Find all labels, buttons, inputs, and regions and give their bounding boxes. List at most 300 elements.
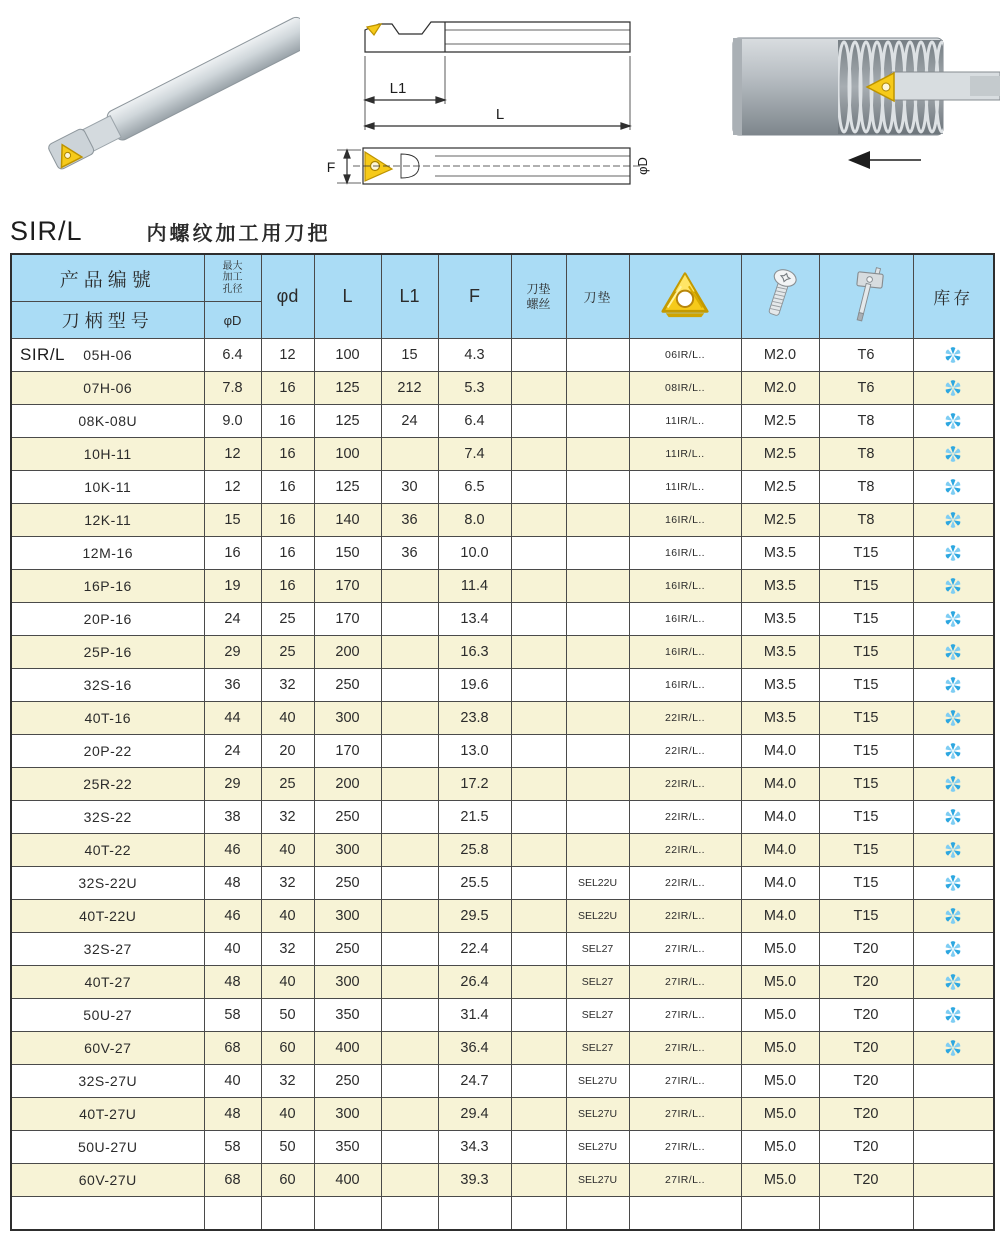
model-label: 20P-16 (83, 611, 132, 627)
phi-d-cell: 12 (261, 339, 314, 372)
length-l-cell: 250 (314, 867, 381, 900)
shim-screw-cell (511, 999, 566, 1032)
length-l1-cell (381, 900, 438, 933)
wrench-size-cell: T20 (819, 966, 913, 999)
length-l-cell: 150 (314, 537, 381, 570)
workpiece-cutaway-photo (678, 0, 1000, 216)
max-bore-cell: 48 (204, 1098, 261, 1131)
insert-ref-cell: 16IR/L.. (629, 603, 741, 636)
length-l-cell: 250 (314, 1065, 381, 1098)
in-stock-icon (944, 676, 962, 694)
stock-cell (913, 702, 994, 735)
screw-size-cell: M4.0 (741, 900, 819, 933)
stock-cell (913, 372, 994, 405)
length-l1-cell (381, 834, 438, 867)
shim-cell (566, 504, 629, 537)
clamp-screw-icon (763, 266, 797, 322)
shim-screw-cell (511, 1164, 566, 1197)
screw-size-cell: M5.0 (741, 1032, 819, 1065)
model-label: 20P-22 (83, 743, 132, 759)
length-l1-cell: 36 (381, 504, 438, 537)
insert-ref-cell: 27IR/L.. (629, 1032, 741, 1065)
table-row (11, 834, 994, 867)
shim-screw-cell (511, 801, 566, 834)
stock-cell (913, 537, 994, 570)
max-bore-cell: 48 (204, 867, 261, 900)
wrench-size-cell: T15 (819, 702, 913, 735)
model-label: 40T-22 (84, 842, 132, 858)
stock-cell (913, 636, 994, 669)
phi-d-cell: 32 (261, 801, 314, 834)
f-cell: 6.4 (438, 405, 511, 438)
f-cell: 13.4 (438, 603, 511, 636)
shim-cell: SEL22U (566, 867, 629, 900)
model-cell (11, 1164, 204, 1197)
header-phi-d: φd (261, 254, 314, 339)
screw-size-cell: M4.0 (741, 735, 819, 768)
wrench-size-cell: T15 (819, 735, 913, 768)
f-cell: 13.0 (438, 735, 511, 768)
stock-cell (913, 801, 994, 834)
insert-ref-cell: 27IR/L.. (629, 999, 741, 1032)
max-bore-cell: 48 (204, 966, 261, 999)
stock-cell (913, 834, 994, 867)
table-row (11, 504, 994, 537)
wrench-size-cell: T20 (819, 1164, 913, 1197)
in-stock-icon (944, 1039, 962, 1057)
model-cell (11, 867, 204, 900)
phi-d-cell: 32 (261, 933, 314, 966)
screw-size-cell: M5.0 (741, 1065, 819, 1098)
insert-ref-cell: 22IR/L.. (629, 702, 741, 735)
insert-ref-cell: 27IR/L.. (629, 1065, 741, 1098)
shim-cell (566, 834, 629, 867)
f-cell: 23.8 (438, 702, 511, 735)
stock-cell (913, 999, 994, 1032)
insert-ref-cell: 22IR/L.. (629, 768, 741, 801)
phi-d-cell: 32 (261, 1065, 314, 1098)
empty-cell (381, 1197, 438, 1230)
length-l-cell: 400 (314, 1164, 381, 1197)
length-l-cell: 400 (314, 1032, 381, 1065)
model-cell (11, 504, 204, 537)
phi-d-cell: 20 (261, 735, 314, 768)
length-l1-cell (381, 438, 438, 471)
f-cell: 36.4 (438, 1032, 511, 1065)
max-bore-cell: 40 (204, 933, 261, 966)
shim-screw-cell (511, 867, 566, 900)
length-l-cell: 300 (314, 900, 381, 933)
table-row (11, 933, 994, 966)
model-label: 50U-27U (77, 1139, 138, 1155)
insert-ref-cell: 27IR/L.. (629, 1131, 741, 1164)
model-cell (11, 339, 204, 372)
model-label: 60V-27 (84, 1040, 132, 1056)
empty-row (11, 1197, 994, 1230)
phi-d-cell: 40 (261, 1098, 314, 1131)
in-stock-icon (944, 973, 962, 991)
table-header (11, 254, 994, 339)
in-stock-icon (944, 346, 962, 364)
wrench-size-cell: T6 (819, 339, 913, 372)
empty-cell (819, 1197, 913, 1230)
wrench-size-cell: T15 (819, 669, 913, 702)
wrench-size-cell: T8 (819, 405, 913, 438)
in-stock-icon (944, 478, 962, 496)
model-label: 16P-16 (83, 578, 132, 594)
model-label: 40T-27 (84, 974, 132, 990)
wrench-size-cell: T20 (819, 1032, 913, 1065)
f-cell: 29.4 (438, 1098, 511, 1131)
phi-d-cell: 32 (261, 867, 314, 900)
shim-screw-cell (511, 438, 566, 471)
screw-size-cell: M2.5 (741, 471, 819, 504)
header-max-bore: 最大加工孔径 (204, 254, 261, 302)
screw-size-cell: M2.5 (741, 438, 819, 471)
insert-ref-cell: 11IR/L.. (629, 438, 741, 471)
table-row (11, 1131, 994, 1164)
length-l-cell: 170 (314, 603, 381, 636)
length-l1-cell (381, 603, 438, 636)
phi-d-cell: 40 (261, 900, 314, 933)
model-cell (11, 1032, 204, 1065)
model-cell (11, 900, 204, 933)
insert-ref-cell: 27IR/L.. (629, 1098, 741, 1131)
wrench-size-cell: T15 (819, 537, 913, 570)
wrench-size-cell: T8 (819, 504, 913, 537)
insert-ref-cell: 16IR/L.. (629, 636, 741, 669)
length-l1-cell (381, 867, 438, 900)
f-cell: 24.7 (438, 1065, 511, 1098)
stock-cell (913, 438, 994, 471)
wrench-size-cell: T15 (819, 801, 913, 834)
shim-screw-cell (511, 735, 566, 768)
length-l-cell: 350 (314, 1131, 381, 1164)
stock-cell (913, 1032, 994, 1065)
screw-size-cell: M3.5 (741, 636, 819, 669)
shim-cell (566, 636, 629, 669)
model-cell (11, 669, 204, 702)
model-label: 40T-16 (84, 710, 132, 726)
insert-ref-cell: 22IR/L.. (629, 834, 741, 867)
empty-cell (913, 1197, 994, 1230)
shim-cell (566, 669, 629, 702)
series-subtitle: 内螺纹加工用刀把 (146, 223, 331, 245)
in-stock-icon (944, 379, 962, 397)
screw-size-cell: M2.5 (741, 405, 819, 438)
in-stock-icon (944, 610, 962, 628)
length-l-cell: 300 (314, 702, 381, 735)
wrench-size-cell: T8 (819, 471, 913, 504)
model-cell (11, 570, 204, 603)
stock-cell (913, 768, 994, 801)
table-row (11, 801, 994, 834)
shim-screw-cell (511, 1065, 566, 1098)
shim-screw-cell (511, 669, 566, 702)
shim-cell (566, 603, 629, 636)
phi-d-cell: 40 (261, 966, 314, 999)
insert-ref-cell: 22IR/L.. (629, 867, 741, 900)
model-cell (11, 471, 204, 504)
length-l1-cell (381, 1164, 438, 1197)
table-row (11, 471, 994, 504)
shim-cell: SEL27U (566, 1098, 629, 1131)
model-cell (11, 405, 204, 438)
empty-cell (566, 1197, 629, 1230)
shim-cell (566, 570, 629, 603)
screw-size-cell: M2.5 (741, 504, 819, 537)
model-cell (11, 966, 204, 999)
stock-cell (913, 669, 994, 702)
model-cell (11, 999, 204, 1032)
length-l-cell: 100 (314, 438, 381, 471)
table-row (11, 603, 994, 636)
shim-cell: SEL27U (566, 1164, 629, 1197)
in-stock-icon (944, 940, 962, 958)
model-cell (11, 735, 204, 768)
length-l-cell: 125 (314, 372, 381, 405)
insert-ref-cell: 11IR/L.. (629, 405, 741, 438)
in-stock-icon (944, 1006, 962, 1024)
max-bore-cell: 24 (204, 735, 261, 768)
phi-d-cell: 25 (261, 636, 314, 669)
phi-d-cell: 16 (261, 570, 314, 603)
in-stock-icon (944, 577, 962, 595)
table-row (11, 405, 994, 438)
phi-d-cell: 16 (261, 537, 314, 570)
max-bore-cell: 6.4 (204, 339, 261, 372)
screw-size-cell: M4.0 (741, 867, 819, 900)
shim-screw-cell (511, 933, 566, 966)
stock-cell (913, 603, 994, 636)
f-cell: 8.0 (438, 504, 511, 537)
table-row (11, 735, 994, 768)
max-bore-cell: 19 (204, 570, 261, 603)
screw-size-cell: M5.0 (741, 1164, 819, 1197)
stock-cell (913, 735, 994, 768)
insert-ref-cell: 06IR/L.. (629, 339, 741, 372)
feed-direction-arrow (848, 151, 921, 169)
shim-screw-cell (511, 702, 566, 735)
wrench-size-cell: T20 (819, 999, 913, 1032)
shim-cell (566, 735, 629, 768)
shim-cell: SEL22U (566, 900, 629, 933)
phi-d-cell: 16 (261, 504, 314, 537)
shim-screw-cell (511, 636, 566, 669)
shim-screw-cell (511, 570, 566, 603)
table-row (11, 1098, 994, 1131)
insert-ref-cell: 08IR/L.. (629, 372, 741, 405)
phi-d-cell: 40 (261, 702, 314, 735)
insert-ref-cell: 11IR/L.. (629, 471, 741, 504)
empty-cell (261, 1197, 314, 1230)
shim-screw-cell (511, 603, 566, 636)
length-l1-cell: 212 (381, 372, 438, 405)
insert-ref-cell: 16IR/L.. (629, 669, 741, 702)
shim-cell (566, 801, 629, 834)
in-stock-icon (944, 775, 962, 793)
model-label: 32S-27U (78, 1073, 138, 1089)
max-bore-cell: 12 (204, 471, 261, 504)
shim-screw-cell (511, 1032, 566, 1065)
max-bore-cell: 29 (204, 636, 261, 669)
wrench-size-cell: T15 (819, 636, 913, 669)
model-label: 05H-06 (83, 347, 133, 363)
f-cell: 7.4 (438, 438, 511, 471)
model-label: 60V-27U (78, 1172, 137, 1188)
wrench-size-cell: T8 (819, 438, 913, 471)
length-l1-cell (381, 1065, 438, 1098)
empty-cell (11, 1197, 204, 1230)
model-cell (11, 768, 204, 801)
wrench-size-cell: T15 (819, 603, 913, 636)
table-row (11, 999, 994, 1032)
max-bore-cell: 68 (204, 1032, 261, 1065)
in-stock-icon (944, 841, 962, 859)
phi-d-cell: 16 (261, 372, 314, 405)
table-row (11, 1065, 994, 1098)
screw-size-cell: M3.5 (741, 702, 819, 735)
screw-size-cell: M3.5 (741, 537, 819, 570)
max-bore-cell: 24 (204, 603, 261, 636)
max-bore-cell: 46 (204, 834, 261, 867)
length-l1-cell (381, 1131, 438, 1164)
boring-bar-photo (0, 0, 300, 216)
wrench-size-cell: T20 (819, 933, 913, 966)
phi-d-cell: 16 (261, 438, 314, 471)
shim-screw-cell (511, 768, 566, 801)
stock-cell (913, 1164, 994, 1197)
empty-cell (204, 1197, 261, 1230)
header-insert-column (629, 254, 741, 339)
table-row (11, 900, 994, 933)
in-stock-icon (944, 907, 962, 925)
header-product-code: 产品编號 (11, 254, 204, 302)
wrench-size-cell: T20 (819, 1098, 913, 1131)
insert-ref-cell: 27IR/L.. (629, 1164, 741, 1197)
length-l1-cell (381, 768, 438, 801)
in-stock-icon (944, 643, 962, 661)
table-row (11, 1164, 994, 1197)
table-body (11, 339, 994, 1230)
screw-size-cell: M5.0 (741, 966, 819, 999)
wrench-size-cell: T6 (819, 372, 913, 405)
stock-cell (913, 933, 994, 966)
model-label: 32S-16 (83, 677, 132, 693)
dim-label-l1: L1 (389, 80, 407, 97)
header-shim-screw: 刀垫螺丝 (511, 254, 566, 339)
shim-cell: SEL27 (566, 966, 629, 999)
stock-cell (913, 471, 994, 504)
f-cell: 17.2 (438, 768, 511, 801)
empty-cell (741, 1197, 819, 1230)
shim-cell: SEL27 (566, 1032, 629, 1065)
header-length-l: L (314, 254, 381, 339)
header-stock: 库存 (913, 254, 994, 339)
table-row (11, 372, 994, 405)
shim-screw-cell (511, 537, 566, 570)
max-bore-cell: 38 (204, 801, 261, 834)
model-label: 40T-27U (79, 1106, 137, 1122)
wrench-size-cell: T15 (819, 768, 913, 801)
shim-screw-cell (511, 966, 566, 999)
length-l-cell: 250 (314, 801, 381, 834)
stock-cell (913, 504, 994, 537)
phi-d-cell: 50 (261, 1131, 314, 1164)
shim-cell (566, 339, 629, 372)
shim-cell (566, 768, 629, 801)
length-l1-cell (381, 702, 438, 735)
f-cell: 5.3 (438, 372, 511, 405)
length-l-cell: 300 (314, 834, 381, 867)
max-bore-cell: 9.0 (204, 405, 261, 438)
shim-screw-cell (511, 1131, 566, 1164)
shim-screw-cell (511, 372, 566, 405)
length-l-cell: 100 (314, 339, 381, 372)
stock-cell (913, 966, 994, 999)
model-cell (11, 636, 204, 669)
phi-d-cell: 50 (261, 999, 314, 1032)
f-cell: 21.5 (438, 801, 511, 834)
length-l-cell: 170 (314, 735, 381, 768)
f-cell: 22.4 (438, 933, 511, 966)
model-cell (11, 933, 204, 966)
shim-screw-cell (511, 834, 566, 867)
stock-cell (913, 867, 994, 900)
model-label: 12M-16 (82, 545, 133, 561)
length-l-cell: 170 (314, 570, 381, 603)
wrench-size-cell: T15 (819, 570, 913, 603)
f-cell: 31.4 (438, 999, 511, 1032)
model-cell (11, 603, 204, 636)
empty-cell (629, 1197, 741, 1230)
insert-ref-cell: 27IR/L.. (629, 933, 741, 966)
screw-size-cell: M2.0 (741, 339, 819, 372)
max-bore-cell: 58 (204, 1131, 261, 1164)
shim-cell: SEL27U (566, 1065, 629, 1098)
model-cell (11, 372, 204, 405)
shim-cell (566, 438, 629, 471)
header-wrench-column (819, 254, 913, 339)
max-bore-cell: 12 (204, 438, 261, 471)
f-cell: 10.0 (438, 537, 511, 570)
max-bore-cell: 44 (204, 702, 261, 735)
model-label: 07H-06 (83, 380, 133, 396)
length-l1-cell: 24 (381, 405, 438, 438)
model-cell (11, 702, 204, 735)
shim-screw-cell (511, 339, 566, 372)
phi-d-cell: 32 (261, 669, 314, 702)
length-l-cell: 200 (314, 636, 381, 669)
in-stock-icon (944, 412, 962, 430)
in-stock-icon (944, 445, 962, 463)
series-label: SIR/L (20, 345, 66, 364)
f-cell: 11.4 (438, 570, 511, 603)
in-stock-icon (944, 874, 962, 892)
screw-size-cell: M4.0 (741, 801, 819, 834)
length-l1-cell (381, 966, 438, 999)
table-row (11, 438, 994, 471)
max-bore-cell: 29 (204, 768, 261, 801)
model-label: 25R-22 (83, 776, 133, 792)
length-l-cell: 125 (314, 405, 381, 438)
insert-ref-cell: 16IR/L.. (629, 570, 741, 603)
model-cell (11, 1131, 204, 1164)
length-l-cell: 200 (314, 768, 381, 801)
screw-size-cell: M5.0 (741, 1098, 819, 1131)
length-l1-cell (381, 801, 438, 834)
insert-ref-cell: 27IR/L.. (629, 966, 741, 999)
